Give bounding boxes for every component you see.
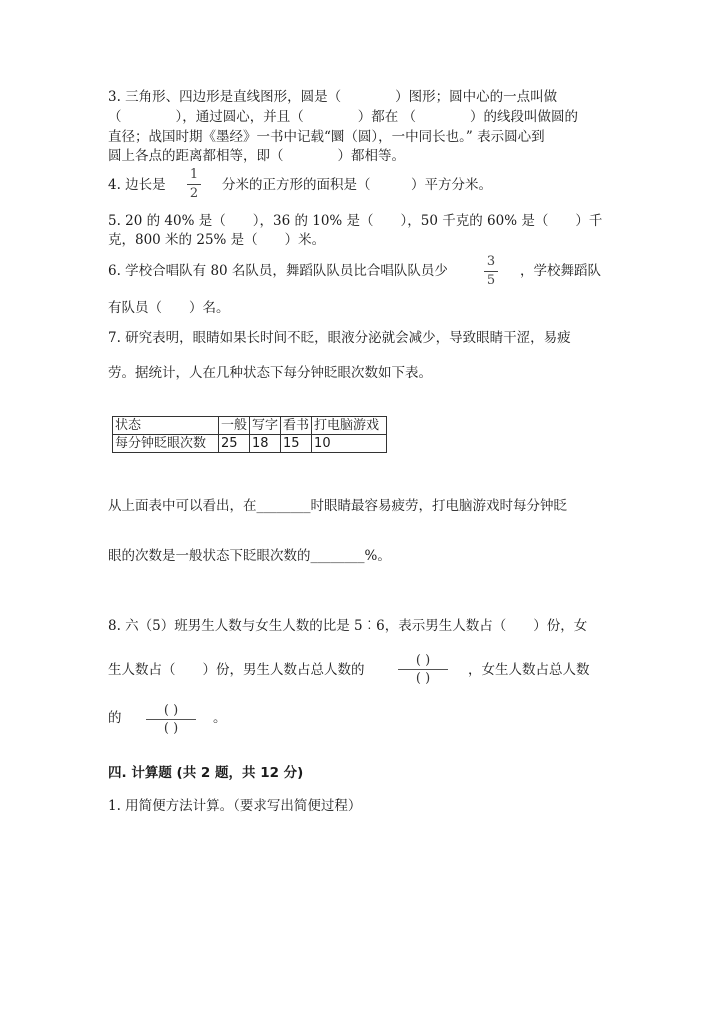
q8-blank-numerator: ( ): [163, 703, 179, 718]
q5-line1: 5. 20 的 40% 是（ ），36 的 10% 是（ ），50 千克的 60% 是（ ）千: [108, 213, 603, 229]
table-header-cell: 写字: [250, 417, 281, 435]
section4-q1: 1. 用简便方法计算。（要求写出简便过程）: [108, 798, 362, 814]
table-header-cell: 看书: [281, 417, 312, 435]
q3-line4: 圆上各点的距离都相等，即（ ）都相等。: [108, 148, 405, 164]
q8-line2-after: ，女生人数占总人数: [468, 662, 590, 678]
q3-line2: （ ），通过圆心，并且（ ）都在 （ ）的线段叫做圆的: [108, 109, 579, 125]
table-row: [113, 435, 387, 453]
q7-line2: 劳。据统计，人在几种状态下每分钟眨眼次数如下表。: [108, 365, 432, 381]
q8-line2-before: 生人数占（ ）份，男生人数占总人数的: [108, 662, 365, 678]
section4-heading: 四. 计算题 (共 2 题，共 12 分): [108, 765, 304, 781]
q8-line3-before: 的: [108, 710, 122, 726]
table-header-row: [113, 417, 387, 435]
q5-line2: 克，800 米的 25% 是（ ）米。: [108, 232, 326, 248]
q3-line3: 直径；战国时期《墨经》一书中记载“圜（圆），一中同长也。” 表示圆心到: [108, 129, 545, 145]
q4-fraction-numerator: 1: [189, 167, 199, 182]
q6-fraction-denominator: 5: [486, 273, 496, 288]
q8-blank-denominator: ( ): [415, 671, 431, 686]
table-header-cell: 状态: [113, 417, 219, 435]
q6-after: ，学校舞蹈队: [520, 263, 601, 279]
q8-fraction-bar: [398, 669, 448, 670]
q8-blank-denominator: ( ): [163, 721, 179, 736]
blink-table: [112, 416, 387, 453]
q8-line3-after: 。: [213, 710, 227, 726]
q6-fraction-bar: [484, 271, 498, 272]
table-cell: 25: [219, 435, 250, 453]
q7-after1: 从上面表中可以看出，在________时眼睛最容易疲劳，打电脑游戏时每分钟眨: [108, 498, 567, 514]
q4-after: 分米的正方形的面积是（ ）平方分米。: [222, 177, 492, 193]
q4-fraction-bar: [187, 184, 201, 185]
q8-line1: 8. 六（5）班男生人数与女生人数的比是 5︰6，表示男生人数占（ ）份，女: [108, 618, 588, 634]
q8-blank-fraction-2: [146, 703, 196, 736]
q6-before: 6. 学校合唱队有 80 名队员，舞蹈队队员比合唱队队员少: [108, 263, 448, 279]
q6-fraction: [484, 255, 498, 288]
table-cell: 10: [312, 435, 387, 453]
q6-fraction-numerator: 3: [486, 254, 496, 269]
table-cell: 15: [281, 435, 312, 453]
q7-after2: 眼的次数是一般状态下眨眼次数的________%。: [108, 548, 391, 564]
q8-blank-fraction-1: [398, 653, 448, 686]
q7-line1: 7. 研究表明，眼睛如果长时间不眨，眼液分泌就会减少，导致眼睛干涩，易疲: [108, 330, 571, 346]
table-header-cell: 打电脑游戏: [312, 417, 387, 435]
q4-before: 4. 边长是: [108, 177, 166, 193]
q3-line1: 3. 三角形、四边形是直线图形，圆是（ ）图形；圆中心的一点叫做: [108, 89, 558, 105]
table-header-cell: 一般: [219, 417, 250, 435]
q8-blank-numerator: ( ): [415, 653, 431, 668]
q4-fraction: [187, 168, 201, 201]
table-cell: 18: [250, 435, 281, 453]
q4-fraction-denominator: 2: [189, 186, 199, 201]
table-cell: 每分钟眨眼次数: [113, 435, 219, 453]
q6-line2: 有队员（ ）名。: [108, 300, 230, 316]
q8-fraction-bar: [146, 719, 196, 720]
